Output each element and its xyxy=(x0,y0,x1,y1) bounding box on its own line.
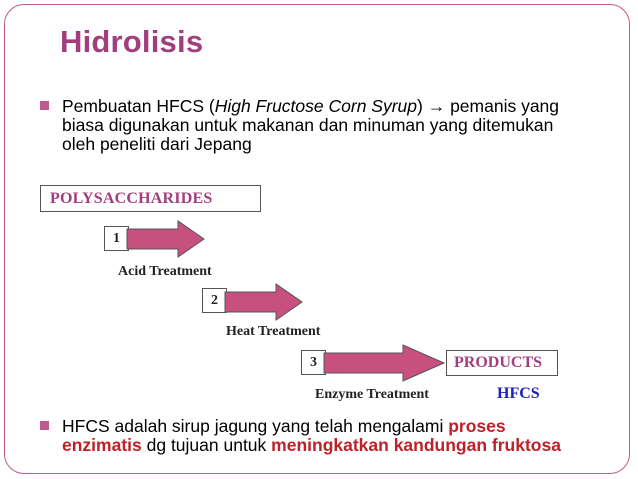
step-2-label: Heat Treatment xyxy=(226,324,321,339)
bullet1-part2: ) → pemanis yang biasa digunakan untuk makanan dan minuman yang ditemukan oleh peneliti dari Jepang xyxy=(62,96,560,154)
bullet-text-2 xyxy=(62,417,582,455)
step-3-arrow xyxy=(323,344,447,382)
bullet-marker-2 xyxy=(40,421,49,430)
bullet2-emphasis-1: proses enzimatis xyxy=(62,416,506,455)
products-box: PRODUCTS xyxy=(446,350,558,376)
bullet2-part1: HFCS adalah sirup jagung yang telah mengalami xyxy=(62,416,449,436)
polysaccharides-box: POLYSACCHARIDES xyxy=(40,185,261,212)
bullet2-part2: dg tujuan untuk xyxy=(141,435,272,455)
step-2-circle: 2 xyxy=(202,288,227,313)
step-1-arrow xyxy=(126,220,206,258)
step-1-label: Acid Treatment xyxy=(118,264,212,279)
bullet1-italic: High Fructose Corn Syrup xyxy=(214,96,418,116)
slide-frame xyxy=(4,4,630,474)
bullet1-part1: Pembuatan HFCS ( xyxy=(62,96,215,116)
step-3-circle: 3 xyxy=(301,350,326,375)
bullet2-emphasis-2: meningkatkan kandungan fruktosa xyxy=(271,435,561,455)
bullet-marker-1 xyxy=(40,101,49,110)
step-2-arrow xyxy=(224,283,304,321)
slide-title: Hidrolisis xyxy=(60,24,204,59)
step-1-circle: 1 xyxy=(104,226,129,251)
hfcs-label: HFCS xyxy=(497,385,540,402)
bullet-text-1 xyxy=(62,97,582,154)
step-3-label: Enzyme Treatment xyxy=(315,387,429,402)
